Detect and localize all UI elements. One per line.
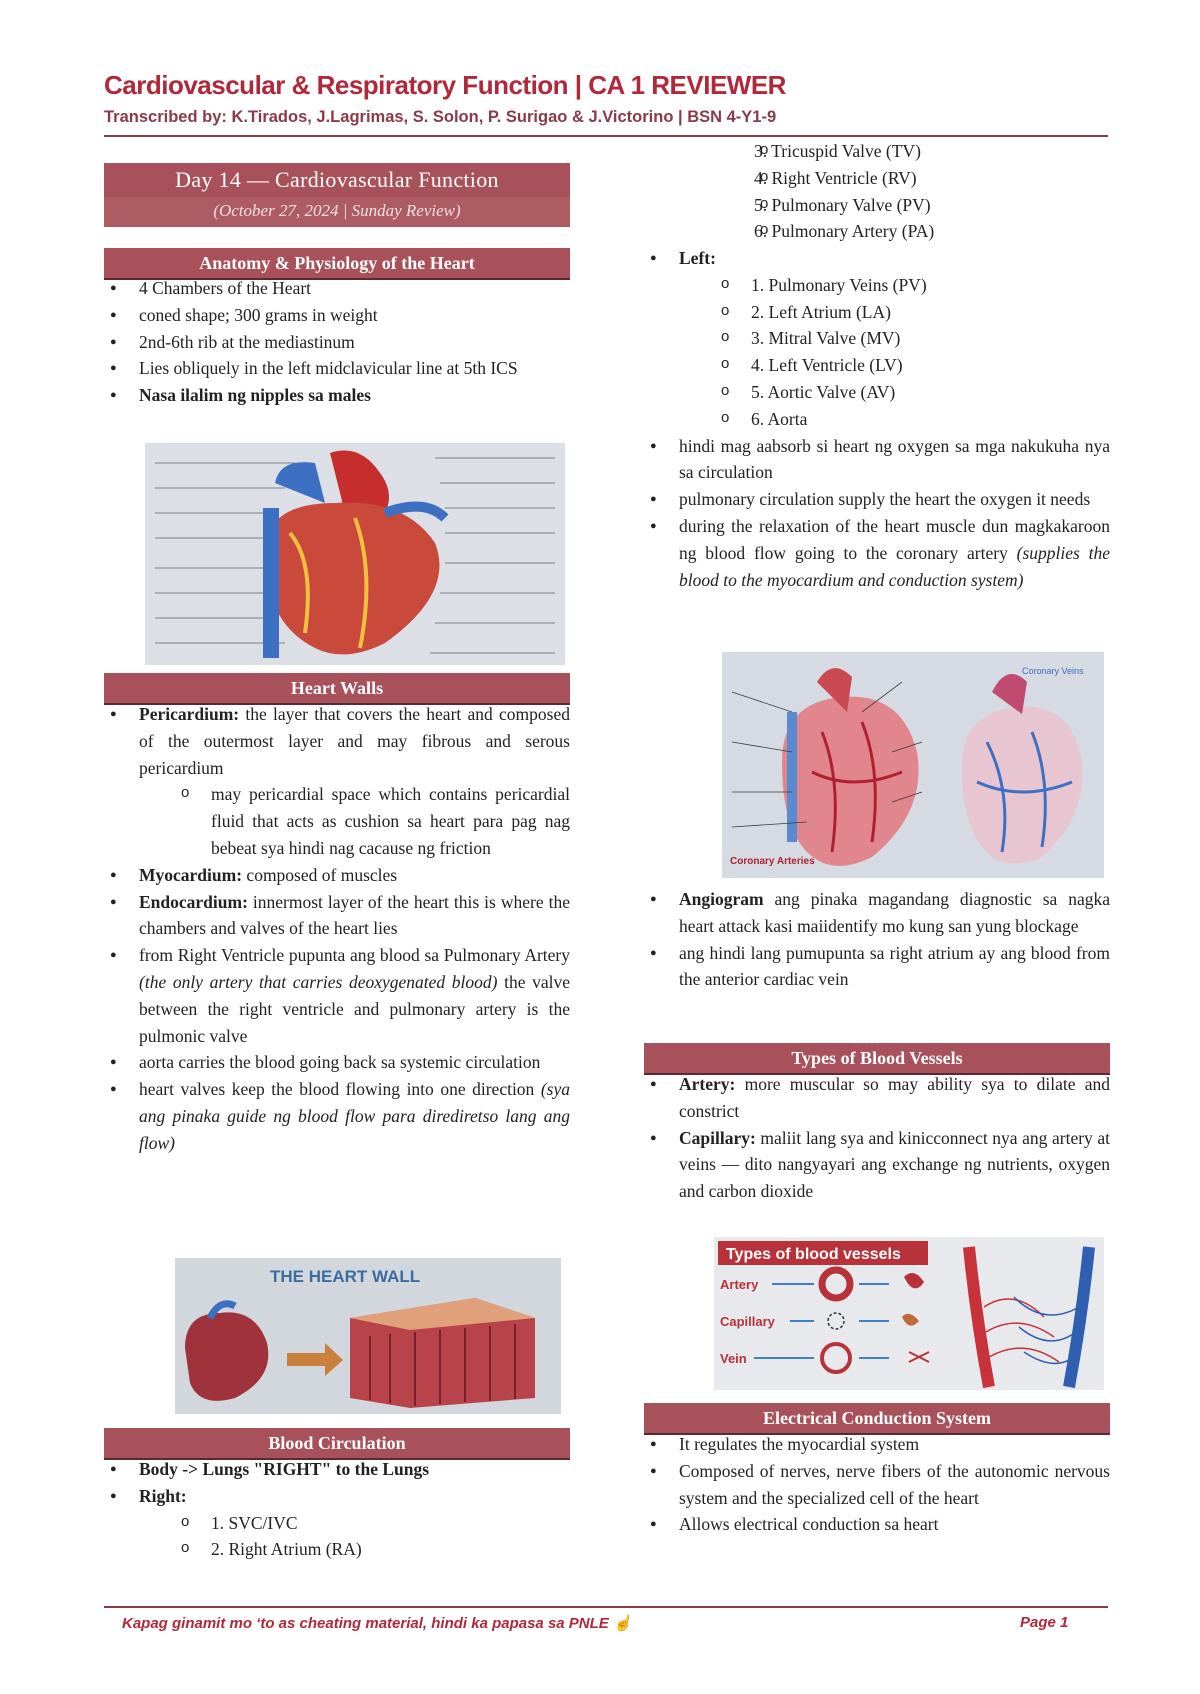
term-pericardium: Pericardium: (139, 704, 240, 724)
footer-divider (104, 1606, 1108, 1608)
vessels-figure-title: Types of blood vessels (726, 1246, 901, 1263)
list-item: ● Lies obliquely in the left midclavicular line at 5th ICS (104, 355, 570, 382)
list-item: ● It regulates the myocardial system (644, 1431, 1110, 1458)
heart-anatomy-illustration (145, 443, 565, 665)
coronary-arteries-label: Coronary Arteries (730, 856, 815, 867)
coronary-veins-label: Coronary Veins (1022, 666, 1084, 676)
definition-text: composed of muscles (246, 864, 398, 885)
list-item: ● 2nd-6th rib at the mediastinum (104, 329, 570, 356)
heart-wall-image (175, 1258, 561, 1414)
right-circulation-continued (718, 138, 1110, 245)
day-date: (October 27, 2024 | Sunday Review) (104, 197, 570, 227)
term-artery: Artery: (679, 1074, 736, 1094)
footer-disclaimer: Kapag ginamit mo ‘to as cheating material, hindi ka papasa sa PNLE ☝ (122, 1615, 632, 1632)
coronary-vessels-image (722, 652, 1104, 878)
sub-list-item: o 4. Right Ventricle (RV) (718, 165, 1110, 192)
body-text: during the relaxation of the heart muscle dun magkakaroon ng blood flow going to the coronary artery (679, 515, 1110, 563)
day-title-box (104, 163, 570, 227)
heart-anatomy-image (145, 443, 565, 665)
list-item: ● aorta carries the blood going back sa systemic circulation (104, 1049, 570, 1076)
list-item: ● Composed of nerves, nerve fibers of the autonomic nervous system and the specialized cell of the heart (644, 1458, 1110, 1512)
section-vessels-heading: Types of Blood Vessels (644, 1043, 1110, 1075)
term-capillary: Capillary: (679, 1127, 756, 1148)
sub-list-item: o 4. Left Ventricle (LV) (679, 352, 1110, 379)
section-anatomy-heading: Anatomy & Physiology of the Heart (104, 248, 570, 280)
sub-list-item: o 5. Aortic Valve (AV) (679, 379, 1110, 406)
definition-text: more muscular so may ability sya to dilate and constrict (679, 1074, 1111, 1121)
vessel-label-vein: Vein (720, 1351, 747, 1366)
body-text: the valve between the right ventricle and pulmonary artery is the pulmonic valve (139, 971, 571, 1046)
list-item (104, 862, 570, 889)
header-divider (104, 135, 1108, 137)
sub-list-item: o 1. SVC/IVC (139, 1510, 570, 1537)
blood-circulation-list-start (104, 1456, 570, 1563)
list-item (104, 701, 570, 862)
list-item (104, 382, 570, 409)
list-item: ● pulmonary circulation supply the heart the oxygen it needs (644, 486, 1110, 513)
term-myocardium: Myocardium: (139, 864, 243, 885)
body-text: from Right Ventricle pupunta ang blood sa Pulmonary Artery (139, 945, 570, 966)
emphasis-text: Body -> Lungs "RIGHT" to the Lungs (139, 1459, 430, 1479)
list-item (104, 1076, 570, 1156)
definition-text: the layer that covers the heart and composed of the outermost layer and may fibrous and serous pericardium (139, 704, 570, 778)
sub-list-item: o 3. Mitral Valve (MV) (679, 325, 1110, 352)
left-circulation-list (644, 245, 1110, 593)
list-item (644, 886, 1110, 940)
sub-list-item: o 3. Tricuspid Valve (TV) (718, 138, 1110, 165)
list-item (644, 1071, 1110, 1125)
term-endocardium: Endocardium: (139, 891, 248, 912)
italic-note: (the only artery that carries deoxygenated blood) (139, 971, 498, 992)
sub-list-item: o 1. Pulmonary Veins (PV) (679, 272, 1110, 299)
coronary-vessels-illustration (722, 652, 1104, 878)
sub-list-item: o 6. Pulmonary Artery (PA) (718, 218, 1110, 245)
section-conduction-heading: Electrical Conduction System (644, 1403, 1110, 1435)
sub-list-item: o may pericardial space which contains pericardial fluid that acts as cushion sa heart para pag nag bebeat sya hindi nag cacause ng friction (139, 781, 570, 861)
left-label: Left: (679, 248, 716, 268)
transcribers-line: Transcribed by: K.Tirados, J.Lagrimas, S. Solon, P. Surigao & J.Victorino | BSN 4-Y1-9 (104, 108, 777, 126)
sub-list-item: o 2. Right Atrium (RA) (139, 1536, 570, 1563)
document-title: Cardiovascular & Respiratory Function | CA 1 REVIEWER (104, 70, 786, 100)
conduction-list (644, 1431, 1110, 1538)
list-item (104, 889, 570, 943)
list-item (104, 1456, 570, 1483)
page-number: Page 1 (1020, 1614, 1069, 1631)
italic-note: (supplies the blood to the myocardium and conduction system) (679, 542, 1110, 590)
list-item (104, 942, 570, 1049)
list-item (104, 1483, 570, 1563)
heart-walls-list (104, 701, 570, 1157)
blood-vessels-illustration (714, 1237, 1104, 1390)
list-item: ● hindi mag aabsorb si heart ng oxygen sa mga nakukuha nya sa circulation (644, 433, 1110, 487)
sub-list-item: o 5. Pulmonary Valve (PV) (718, 192, 1110, 219)
vessel-label-capillary: Capillary (720, 1314, 775, 1329)
blood-vessels-image (714, 1237, 1104, 1390)
list-item: ● coned shape; 300 grams in weight (104, 302, 570, 329)
emphasis-text: Nasa ilalim ng nipples sa males (139, 385, 371, 406)
sub-list-item: o 6. Aorta (679, 406, 1110, 433)
list-item: ● 4 Chambers of the Heart (104, 275, 570, 302)
section-blood-circulation-heading: Blood Circulation (104, 1428, 570, 1460)
body-text: heart valves keep the blood flowing into one direction (139, 1079, 535, 1100)
angiogram-list (644, 886, 1110, 993)
list-item (644, 1125, 1110, 1205)
list-item (644, 245, 1110, 433)
sub-list-item: o 2. Left Atrium (LA) (679, 299, 1110, 326)
italic-note: (sya ang pinaka guide ng blood flow para dirediretso lang ang flow) (139, 1079, 570, 1153)
definition-text: maliit lang sya and kinicconnect nya ang artery at veins — dito nangyayari ang exchange ng nutrients, oxygen and carbon dioxide (679, 1127, 1110, 1202)
list-item (644, 513, 1110, 593)
heart-wall-illustration (175, 1258, 561, 1414)
definition-text: innermost layer of the heart this is where the chambers and valves of the heart lies (139, 891, 571, 939)
heart-wall-title: THE HEART WALL (270, 1267, 421, 1286)
body-text: ang pinaka magandang diagnostic sa nagka heart attack kasi maiidentify mo kung san yung blockage (679, 889, 1111, 936)
day-title: Day 14 — Cardiovascular Function (104, 163, 570, 197)
vessels-list (644, 1071, 1110, 1205)
vessel-label-artery: Artery (720, 1277, 759, 1292)
term-angiogram: Angiogram (679, 889, 764, 909)
section-heart-walls-heading: Heart Walls (104, 673, 570, 705)
right-label: Right: (139, 1485, 187, 1506)
anatomy-list (104, 275, 570, 409)
list-item: ● ang hindi lang pumupunta sa right atrium ay ang blood from the anterior cardiac vein (644, 940, 1110, 994)
list-item: ● Allows electrical conduction sa heart (644, 1511, 1110, 1538)
